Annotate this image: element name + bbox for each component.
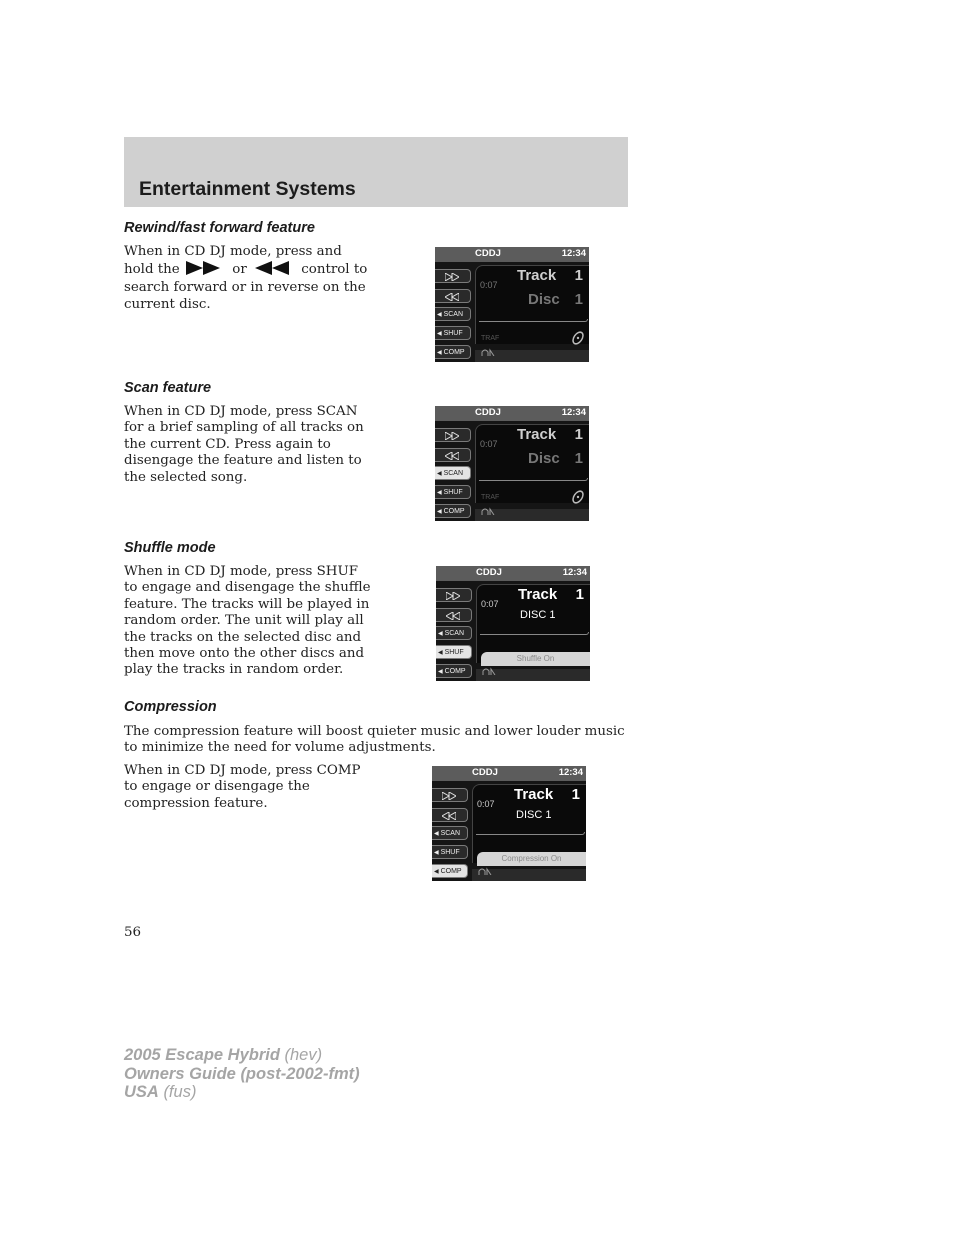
comp-button[interactable] (436, 664, 472, 678)
scan-text (124, 404, 404, 486)
shuffle-status: Shuffle On (481, 652, 590, 666)
cddj-display-shuffle (436, 566, 590, 681)
disc-label: DISC 1 (516, 809, 552, 821)
footer-market-code: (fus) (163, 1083, 197, 1101)
rewind-button[interactable] (436, 608, 472, 622)
text-line: compression feature. (124, 795, 268, 811)
track-number: 1 (574, 426, 583, 443)
button-label: SHUF (443, 330, 463, 337)
text-line: When in CD DJ mode, press SHUF (124, 564, 359, 579)
comp-button[interactable] (435, 345, 471, 359)
text-line: then move onto the other discs and (124, 646, 365, 662)
rewind-icon (446, 612, 460, 620)
display-divider (476, 832, 585, 835)
display-mode: CDDJ (475, 248, 501, 259)
text-line: When in CD DJ mode, press and (124, 244, 342, 259)
compression-status: Compression On (477, 852, 586, 866)
display-time: 0:07 (481, 599, 499, 609)
rewind-button[interactable] (435, 289, 471, 303)
compression-intro-text (124, 724, 634, 757)
display-time: 0:07 (477, 799, 495, 809)
display-time: 0:07 (480, 439, 498, 449)
fast-forward-button[interactable] (435, 428, 471, 442)
fast-forward-button[interactable] (432, 788, 468, 802)
display-clock: 12:34 (561, 407, 586, 418)
section-heading-rewind: Rewind/fast forward feature (124, 220, 315, 236)
display-divider (479, 478, 588, 481)
headphones-icon (482, 660, 496, 679)
display-divider (479, 319, 588, 322)
footer-line-1 (124, 1046, 360, 1065)
text-line: The compression feature will boost quieter music and lower louder music (124, 724, 625, 739)
rewind-icon (445, 452, 459, 460)
rewind-icon (445, 293, 459, 301)
headphones-icon (481, 500, 495, 519)
footer-line-2 (124, 1065, 360, 1084)
track-label: Track (514, 786, 554, 803)
fast-forward-icon (442, 792, 456, 800)
text-line: for a brief sampling of all tracks on (124, 420, 364, 436)
text-line: the selected song. (124, 469, 248, 485)
left-arrow-icon: ◀ (437, 350, 442, 356)
footer-model-code: (hev) (284, 1046, 323, 1064)
rewind-icon (442, 812, 456, 820)
button-label: COMP (443, 349, 465, 356)
fast-forward-icon (446, 592, 460, 600)
section-heading-compression: Compression (124, 699, 217, 715)
left-arrow-icon: ◀ (437, 331, 442, 337)
left-arrow-icon: ◀ (437, 312, 442, 318)
left-arrow-icon: ◀ (434, 869, 439, 875)
footer-guide: Owners Guide (post-2002-fmt) (124, 1064, 360, 1083)
section-heading-scan: Scan feature (124, 380, 212, 396)
display-mode: CDDJ (476, 567, 502, 578)
left-arrow-icon: ◀ (437, 509, 442, 515)
compression-text (124, 763, 404, 812)
button-label: SCAN (444, 630, 465, 637)
button-label: SCAN (443, 311, 464, 318)
shuffle-text (124, 564, 414, 679)
cddj-display-compression (432, 766, 586, 881)
headphones-icon (478, 860, 492, 879)
rewind-button[interactable] (435, 448, 471, 462)
button-label: SCAN (443, 470, 464, 477)
display-divider (480, 632, 589, 635)
text-line: to engage or disengage the (124, 779, 310, 795)
shuf-button[interactable] (435, 326, 471, 340)
button-label: COMP (443, 508, 465, 515)
text-line: search forward or in reverse on the (124, 280, 366, 296)
traf-indicator: TRAF (481, 494, 500, 501)
shuf-button[interactable] (435, 485, 471, 499)
text-line: current disc. (124, 296, 211, 312)
section-heading-shuffle: Shuffle mode (124, 540, 216, 556)
display-clock: 12:34 (561, 248, 586, 259)
footer-line-3 (124, 1083, 360, 1102)
text-line-icons (124, 260, 384, 280)
left-arrow-icon: ◀ (437, 490, 442, 496)
header-band (124, 137, 628, 207)
cd-icon (571, 330, 585, 349)
text-fragment: control to (301, 262, 368, 278)
traf-indicator: TRAF (481, 335, 500, 342)
cddj-display-rewind (435, 247, 589, 362)
text-line: feature. The tracks will be played in (124, 596, 370, 612)
fast-forward-button[interactable] (435, 269, 471, 283)
track-number: 1 (575, 586, 584, 603)
track-number: 1 (571, 786, 580, 803)
button-label: SCAN (440, 830, 461, 837)
button-label: SHUF (443, 489, 463, 496)
left-arrow-icon: ◀ (434, 831, 439, 837)
display-clock: 12:34 (562, 567, 587, 578)
rewind-icon (255, 261, 289, 282)
left-arrow-icon: ◀ (438, 650, 443, 656)
footer-model: 2005 Escape Hybrid (124, 1046, 280, 1064)
text-line: to engage and disengage the shuffle (124, 580, 371, 596)
text-fragment: or (232, 262, 247, 278)
cd-icon (571, 489, 585, 508)
button-label: COMP (444, 668, 466, 675)
comp-button[interactable] (435, 504, 471, 518)
left-arrow-icon: ◀ (437, 471, 442, 477)
track-number: 1 (574, 267, 583, 284)
fast-forward-button[interactable] (436, 588, 472, 602)
rewind-button[interactable] (432, 808, 468, 822)
rewind-text (124, 244, 384, 313)
footer-market: USA (124, 1083, 159, 1101)
disc-label: Disc (528, 450, 560, 467)
text-line: disengage the feature and listen to (124, 453, 362, 469)
display-mode: CDDJ (472, 767, 498, 778)
left-arrow-icon: ◀ (438, 631, 443, 637)
track-label: Track (518, 586, 558, 603)
text-fragment: hold the (124, 262, 180, 278)
scan-button[interactable] (435, 307, 471, 321)
display-time: 0:07 (480, 280, 498, 290)
disc-number: 1 (574, 450, 583, 467)
disc-number: 1 (574, 291, 583, 308)
text-line: the current CD. Press again to (124, 436, 331, 452)
track-label: Track (517, 426, 557, 443)
scan-button[interactable] (435, 466, 471, 480)
fast-forward-icon (445, 273, 459, 281)
page-title: Entertainment Systems (139, 178, 356, 200)
cddj-display-scan (435, 406, 589, 521)
text-line: play the tracks in random order. (124, 662, 344, 678)
shuf-button[interactable] (432, 845, 468, 859)
scan-button[interactable] (436, 626, 472, 640)
text-line: random order. The unit will play all (124, 613, 364, 629)
disc-label: Disc (528, 291, 560, 308)
display-clock: 12:34 (558, 767, 583, 778)
text-line: When in CD DJ mode, press COMP (124, 763, 361, 778)
left-arrow-icon: ◀ (434, 850, 439, 856)
fast-forward-icon (445, 432, 459, 440)
scan-button[interactable] (432, 826, 468, 840)
display-mode: CDDJ (475, 407, 501, 418)
button-label: SHUF (440, 849, 460, 856)
page-number: 56 (124, 925, 142, 940)
disc-label: DISC 1 (520, 609, 556, 621)
track-label: Track (517, 267, 557, 284)
text-line: When in CD DJ mode, press SCAN (124, 404, 358, 419)
button-label: COMP (440, 868, 462, 875)
left-arrow-icon: ◀ (438, 669, 443, 675)
comp-button[interactable] (432, 864, 468, 878)
text-line: to minimize the need for volume adjustments. (124, 740, 436, 756)
footer (124, 1046, 360, 1102)
button-label: SHUF (444, 649, 464, 656)
headphones-icon (481, 341, 495, 360)
shuf-button[interactable] (436, 645, 472, 659)
text-line: the tracks on the selected disc and (124, 629, 362, 645)
fast-forward-icon (186, 261, 220, 282)
